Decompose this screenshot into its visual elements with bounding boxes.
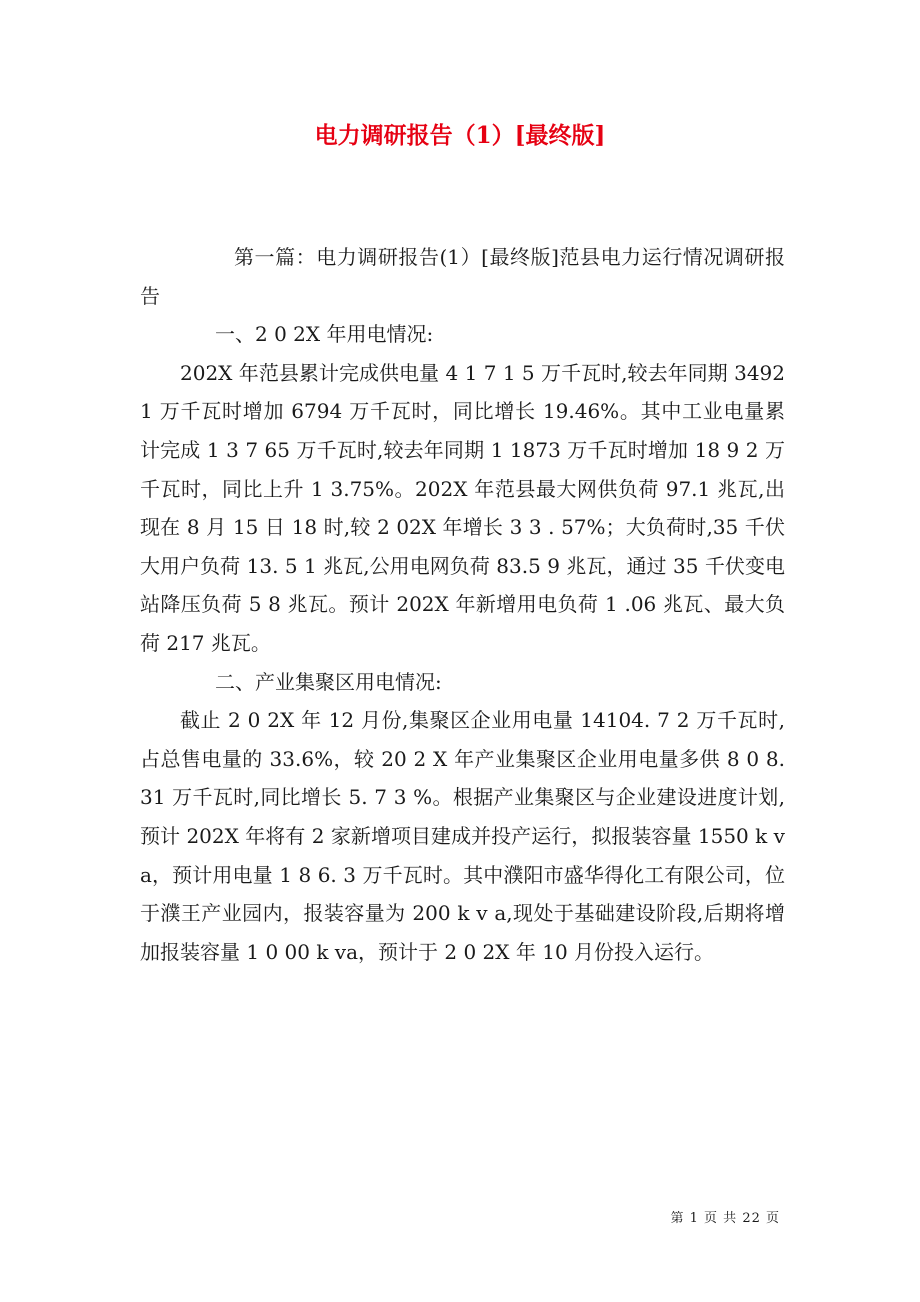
- page-number-footer: 第 1 页 共 22 页: [670, 1211, 780, 1226]
- document-body: [140, 238, 785, 971]
- section-body-2: 截止 2 0 2X 年 12 月份,集聚区企业用电量 14104. 7 2 万千瓦时,占总售电量的 33.6%，较 20 2 X 年产业集聚区企业用电量多供 8 0 8. 31 万千瓦时,同比增长 5. 7 3 %。根据产业集聚区与企业建设进度计划,预计 202X 年将有 2 家新增项目建成并投产运行，拟报装容量 1550 k va，预计用电量 1 8 6. 3 万千瓦时。其中濮阳市盛华得化工有限公司，位于濮王产业园内，报装容量为 200 k v a,现处于基础建设阶段,后期将增加报装容量 1 0 00 k va，预计于 2 0 2X 年 10 月份投入运行。: [140, 708, 785, 964]
- intro-paragraph: 第一篇：电力调研报告(1）[最终版]范县电力运行情况调研报告: [140, 245, 785, 308]
- document-title: 电力调研报告（1）[最终版]: [314, 122, 606, 149]
- section-body-1: 202X 年范县累计完成供电量 4 1 7 1 5 万千瓦时,较去年同期 34921 万千瓦时增加 6794 万千瓦时，同比增长 19.46%。其中工业电量累计完成 1 3 7 65 万千瓦时,较去年同期 1 1873 万千瓦时增加 18 9 2 万千瓦时，同比上升 1 3.75%。202X 年范县最大网供负荷 97.1 兆瓦,出现在 8 月 15 日 18 时,较 2 02X 年增长 3 3 . 57%；大负荷时,35 千伏大用户负荷 13. 5 1 兆瓦,公用电网负荷 83.5 9 兆瓦，通过 35 千伏变电站降压负荷 5 8 兆瓦。预计 202X 年新增用电负荷 1 .06 兆瓦、最大负荷 217 兆瓦。: [140, 360, 785, 655]
- section-heading-2: 二、产业集聚区用电情况:: [215, 669, 442, 694]
- section-heading-1: 一、2 0 2X 年用电情况:: [215, 322, 434, 347]
